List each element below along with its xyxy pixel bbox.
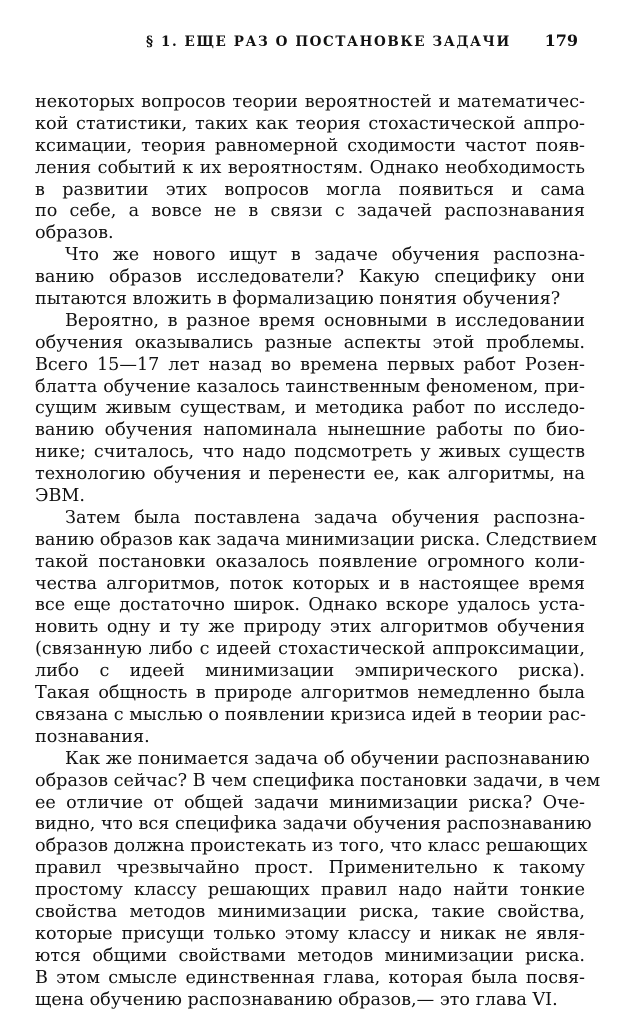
text-line: технологию обучения и перенести ее, как алгоритмы, на — [35, 464, 585, 485]
text-line: Что же нового ищут в задаче обучения распозна- — [65, 245, 585, 266]
paragraph-4 — [35, 507, 598, 749]
body-text — [35, 92, 601, 1011]
text-line: (связанную либо с идеей стохастической аппроксимации, — [35, 639, 585, 660]
text-line: в развитии этих вопросов могла появиться и сама — [35, 179, 585, 200]
text-line: связана с мыслью о появлении кризиса идей в теории рас- — [35, 704, 586, 725]
text-line: все еще достаточно широк. Однако вскоре удалось уста- — [35, 595, 585, 616]
text-line: щена обучению распознаванию образов,— это глава VI. — [35, 989, 558, 1010]
paragraph-3 — [35, 311, 585, 508]
text-line: ванию образов как задача минимизации риска. Следствием — [35, 529, 598, 550]
text-line: блатта обучение казалось таинственным феноменом, при- — [35, 376, 585, 397]
text-line: ее отличие от общей задачи минимизации риска? Оче- — [35, 792, 585, 813]
text-line: по себе, а вовсе не в связи с задачей распознавания — [35, 201, 585, 222]
text-line: правил чрезвычайно прост. Применительно к такому — [35, 858, 585, 879]
text-line: новить одну и ту же природу этих алгоритмов обучения — [35, 617, 585, 638]
text-line: пытаются вложить в формализацию понятия обучения? — [35, 289, 561, 310]
text-line: некоторых вопросов теории вероятностей и математичес- — [35, 92, 585, 112]
text-line: Затем была поставлена задача обучения распозна- — [65, 507, 585, 528]
paragraph-1 — [35, 92, 585, 245]
text-line: ления событий к их вероятностям. Однако необходимость — [35, 157, 585, 178]
text-line: Всего 15—17 лет назад во времена первых работ Розен- — [35, 354, 585, 375]
text-line: которые присущи только этому классу и никак не явля- — [35, 923, 585, 944]
page-number: 179 — [544, 31, 578, 50]
text-line: познавания. — [35, 726, 150, 747]
text-line: образов. — [35, 223, 114, 244]
text-line: нике; считалось, что надо подсмотреть у живых существ — [35, 442, 585, 463]
text-line: В этом смысле единственная глава, которая была посвя- — [35, 967, 585, 988]
text-line: обучения оказывались разные аспекты этой проблемы. — [35, 332, 585, 353]
text-line: либо с идеей минимизации эмпирического риска). — [35, 661, 585, 682]
text-line: ЭВМ. — [35, 486, 85, 507]
running-head-title: § 1. ЕЩЕ РАЗ О ПОСТАНОВКЕ ЗАДАЧИ — [146, 34, 511, 50]
text-line: сущим живым существам, и методика работ по исследо- — [35, 398, 585, 419]
text-line: Вероятно, в разное время основными в исследовании — [65, 310, 585, 331]
text-line: ванию образов исследователи? Какую специфику они — [35, 267, 585, 288]
text-line: Как же понимается задача об обучении распознаванию — [65, 748, 590, 769]
paragraph-2 — [35, 245, 585, 311]
paragraph-5 — [35, 748, 601, 1011]
text-line: ванию обучения напоминала нынешние работы по био- — [35, 420, 585, 441]
text-line: такой постановки оказалось появление огромного коли- — [35, 551, 585, 572]
text-line: Такая общность в природе алгоритмов немедленно была — [35, 683, 585, 704]
text-line: образов должна проистекать из того, что класс решающих — [35, 836, 588, 857]
text-line: простому классу решающих правил надо найти тонкие — [35, 880, 585, 901]
text-line: чества алгоритмов, поток которых и в настоящее время — [35, 573, 585, 594]
text-line: ются общими свойствами методов минимизации риска. — [35, 945, 585, 966]
text-line: образов сейчас? В чем специфика постановки задачи, в чем — [35, 770, 601, 791]
text-line: кой статистики, таких как теория стохастической аппро- — [35, 113, 585, 134]
text-line: ксимации, теория равномерной сходимости частот появ- — [35, 135, 585, 156]
text-line: видно, что вся специфика задачи обучения распознаванию — [35, 814, 592, 835]
text-line: свойства методов минимизации риска, такие свойства, — [35, 901, 585, 922]
